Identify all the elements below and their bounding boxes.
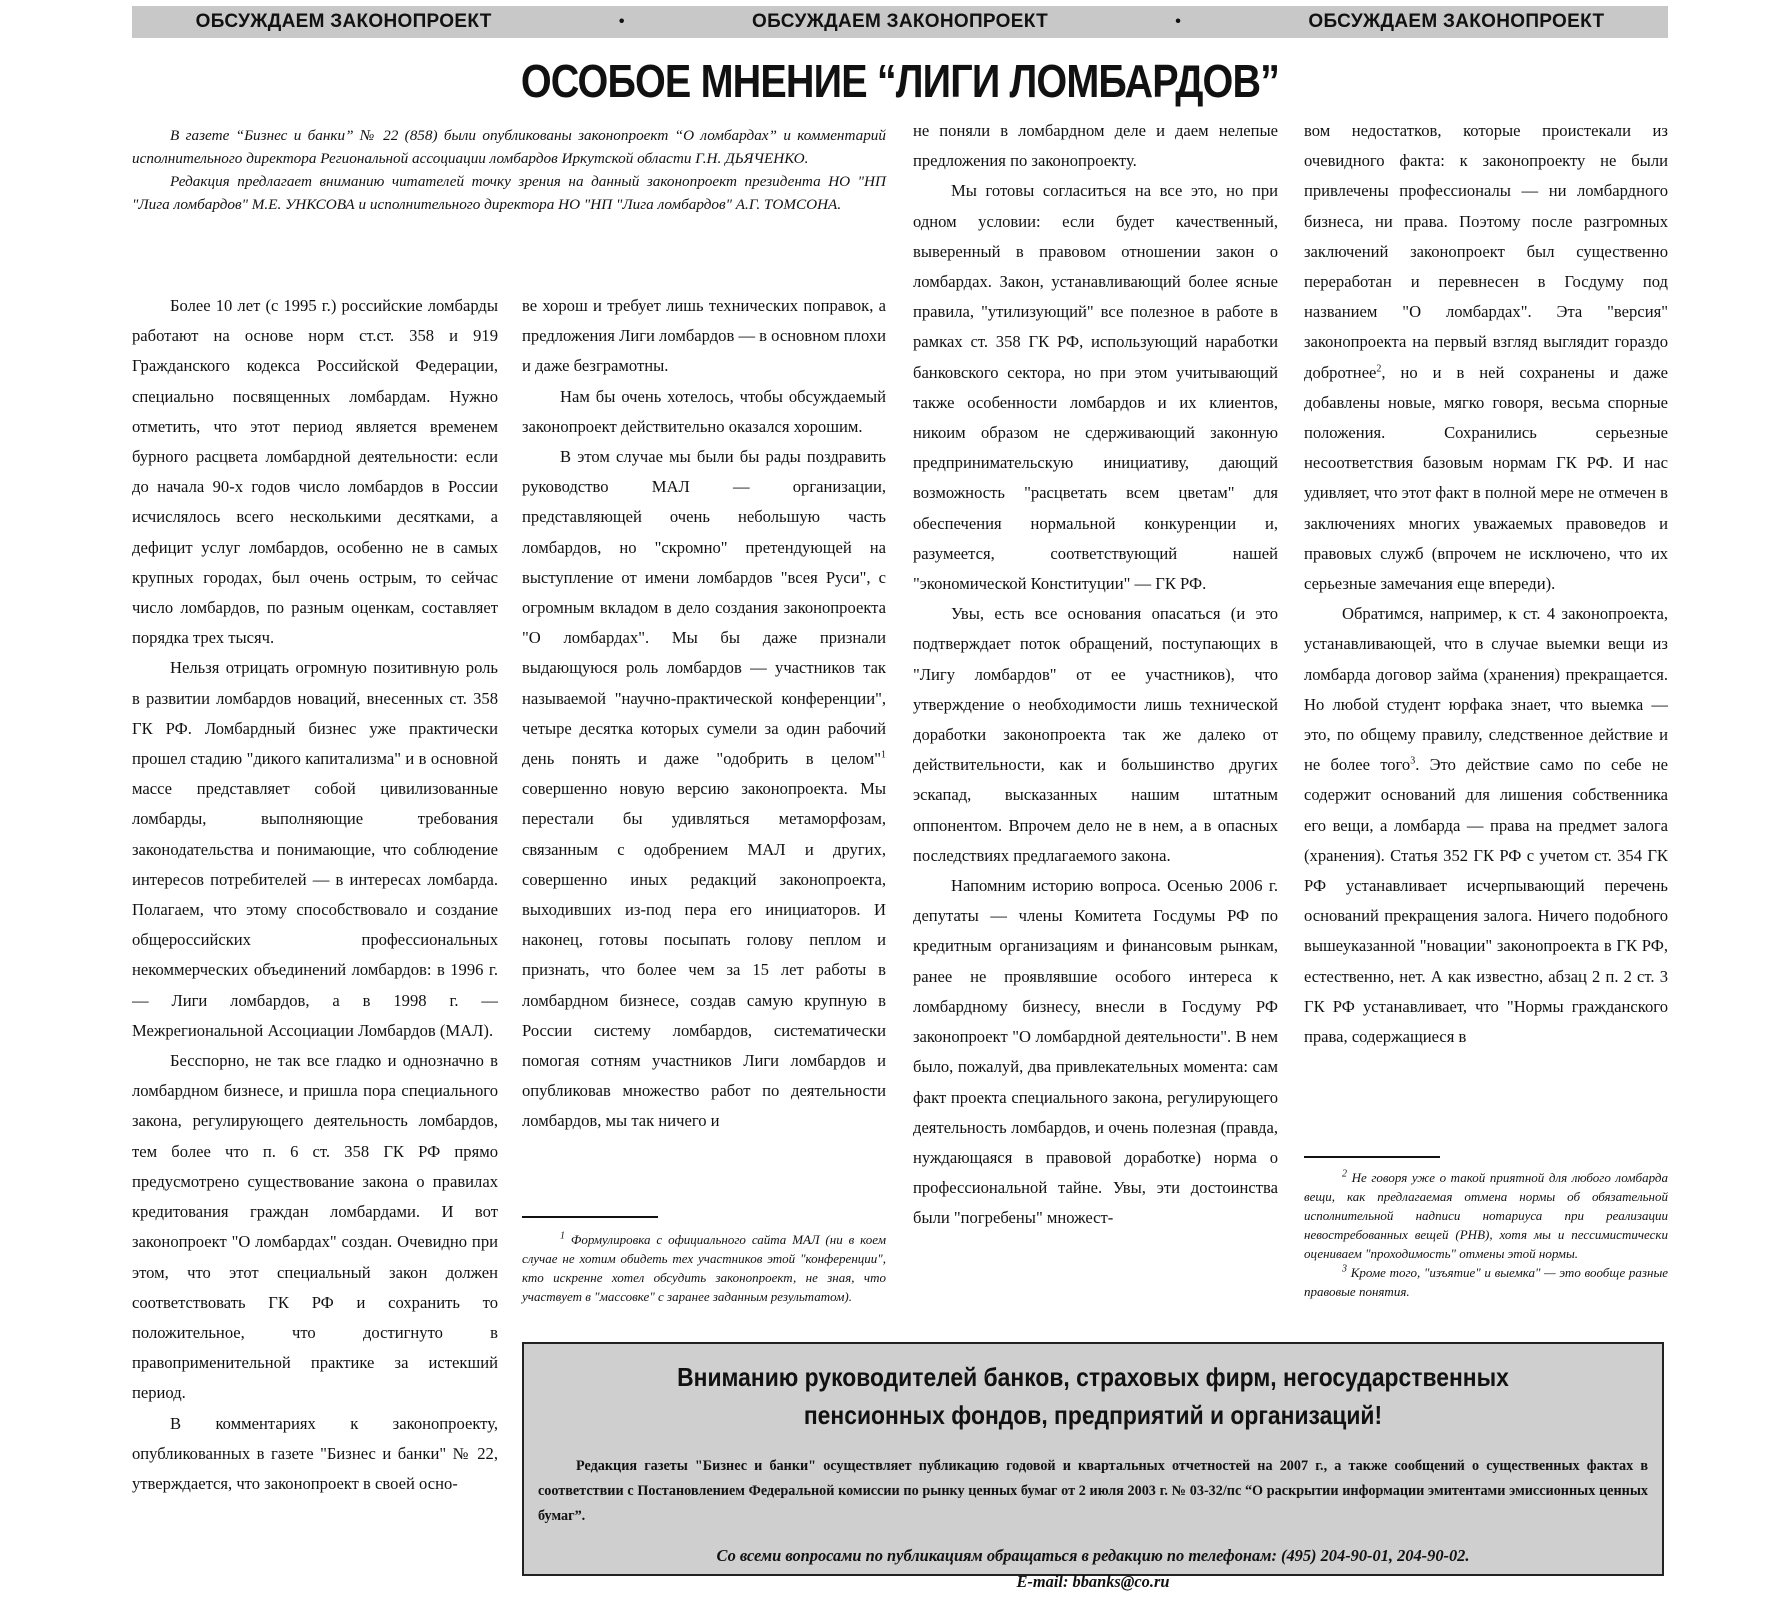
section-header-bar — [132, 6, 1668, 38]
footnote-number: 2 — [1342, 1168, 1347, 1180]
body-paragraph — [522, 442, 886, 1137]
footnote-text: Кроме того, "изъятие" и выемка" — это вообще разные правовые понятия. — [1304, 1265, 1669, 1299]
text-column-2 — [522, 291, 886, 1137]
footnote-2-3 — [1304, 1168, 1668, 1301]
body-paragraph: Напомним историю вопроса. Осенью 2006 г. депутаты — члены Комитета Госдумы РФ по кредитным организациям и финансовым рынкам, ранее не проявлявшие особого интереса к ломбардному бизнесу, внесли в Госдуму РФ законопроект "О ломбардной деятельности". В нем было, пожалуй, два привлекательных момента: сам факт проекта специального закона, регулирующего деятельность ломбардов, и очень полезная (правда, нуждающаяся в правовой доработке) норма о профессиональной тайне. Увы, эти достоинства были "погребены" множест- — [913, 876, 1278, 1228]
footnote-text: Формулировка с официального сайта МАЛ (ни в коем случае не хотим обидеть тех участников этой "конференции", кто искренне хотел обсудить законопроект, не зная, что участвует в "массовке" с заранее заданным результатом). — [522, 1232, 886, 1304]
footnote-number: 3 — [1342, 1263, 1347, 1275]
lead-paragraph: В газете “Бизнес и банки” № 22 (858) были опубликованы законопроект “О ломбардах” и комментарий исполнительного директора Региональной ассоциации ломбардов Иркутской области Г.Н. ДЬЯЧЕНКО. — [132, 127, 886, 167]
body-paragraph: Бесспорно, не так все гладко и однозначно в ломбардном бизнесе, и пришла пора специального закона, регулирующего деятельность ломбардов, тем более что п. 6 ст. 358 ГК РФ прямо предусмотрено существование закона о правилах кредитования граждан ломбардами. И вот законопроект "О ломбардах" создан. Очевидно при этом, что этот специальный закон должен соответствовать ГК РФ и сохранить то положительное, что достигнуто в правоприменительной практике за истекший период. — [132, 1051, 498, 1403]
text-column-4 — [1304, 116, 1668, 1052]
bullet-separator: • — [1175, 13, 1182, 30]
text-run: совершенно новую версию законопроекта. Мы перестали бы удивляться метаморфозам, связанным с одобрением МАЛ и других, совершенно иных редакций законопроекта, выходивших из-под пера его инициаторов. И наконец, готовы посыпать голову пеплом и признать, что более чем за 15 лет работы в ломбардном бизнесе, создав самую крупную в России систему ломбардов, систематически помогая сотням участников Лиги ломбардов и опубликовав множество работ по деятельности ломбардов, мы так ничего и — [522, 779, 886, 1131]
body-paragraph: ве хорош и требует лишь технических поправок, а предложения Лиги ломбардов — в основном плохи и даже безграмотны. — [522, 296, 886, 376]
text-column-1 — [132, 291, 498, 1499]
footnote-number: 1 — [560, 1230, 565, 1242]
footnote-ref: 2 — [1376, 363, 1382, 375]
text-run: В этом случае мы были бы рады поздравить руководство МАЛ — организации, представляющей очень небольшую часть ломбардов, но "скромно" претендующей на выступление от имени ломбардов "всея Руси", с огромным вкладом в дело создания законопроекта "О ломбардах". Мы бы даже признали выдающуюся роль ломбардов — участников так называемой "научно-практической конференции", четыре десятка которых сумели за один рабочий день понять и даже "одобрить в целом" — [522, 447, 886, 769]
body-paragraph: Нам бы очень хотелось, чтобы обсуждаемый законопроект действительно оказался хорошим. — [522, 386, 886, 436]
footnote-rule — [522, 1216, 658, 1218]
body-paragraph: Нельзя отрицать огромную позитивную роль в развитии ломбардов новаций, внесенных ст. 358 ГК РФ. Ломбардный бизнес уже практически прошел стадию "дикого капитализма" и в основной массе представляет собой цивилизованные ломбарды, выполняющие требования законодательства и понимающие, что соблюдение интересов потребителей — в интересах ломбарда. Полагаем, что этому способствовало и создание общероссийских профессиональных некоммерческих объединений ломбардов: в 1996 г. — Лиги ломбардов, а в 1998 г. — Межрегиональной Ассоциации Ломбардов (МАЛ). — [132, 658, 498, 1040]
section-label: ОБСУЖДАЕМ ЗАКОНОПРОЕКТ — [751, 11, 1048, 32]
body-paragraph: не поняли в ломбардном деле и даем нелепые предложения по законопроекту. — [913, 121, 1278, 171]
advertisement-notice-box — [522, 1342, 1664, 1591]
notice-contact — [538, 1543, 1648, 1595]
section-label: ОБСУЖДАЕМ ЗАКОНОПРОЕКТ — [195, 11, 492, 32]
body-paragraph: Мы готовы согласиться на все это, но при одном условии: если будет качественный, выверенный в правовом отношении закон о ломбардах. Закон, устанавливающий более ясные правила, "утилизующий" все полезное в работе в рамках ст. 358 ГК РФ, использующий наработки банковского сектора, но при этом учитывающий также особенности ломбардов и их клиентов, никоим образом не сдерживающий законную предпринимательскую инициативу, дающий возможность "расцветать всем цветам" для обеспечения нормальной конкуренции и, разумеется, соответствующий нашей "экономической Конституции" — ГК РФ. — [913, 181, 1278, 594]
footnote-1 — [522, 1230, 886, 1306]
text-run: Обратимся, например, к ст. 4 законопроекта, устанавливающей, что в случае выемки вещи из ломбарда договор займа (хранения) прекращается. Но любой студент юрфака знает, что выемка — это, по общему правилу, следственное действие и не более того — [1304, 604, 1668, 775]
lead-paragraph: Редакция предлагает вниманию читателей точку зрения на данный законопроект президента НО "НП "Лига ломбардов" М.Е. УНКСОВА и исполнительного директора НО "НП "Лига ломбардов" А.Г. ТОМСОНА. — [132, 173, 886, 213]
section-label: ОБСУЖДАЕМ ЗАКОНОПРОЕКТ — [1308, 11, 1605, 32]
text-run: вом недостатков, которые проистекали из очевидного факта: к законопроекту не были привлечены профессионалы — ни ломбардного бизнеса, ни права. Поэтому после разгромных заключений законопроект был существенно переработан и перевнесен в Госдуму под названием "О ломбардах". Эта "версия" законопроекта на первый взгляд выглядит гораздо добротнее — [1304, 121, 1668, 382]
contact-email[interactable]: E-mail: bbanks@co.ru — [1016, 1572, 1170, 1591]
article-lead — [132, 124, 886, 216]
body-paragraph — [1304, 599, 1668, 1052]
bullet-separator: • — [618, 13, 625, 30]
notice-title: Вниманию руководителей банков, страховых фирм, негосударственных пенсионных фондов, предприятий и организаций! — [677, 1362, 1509, 1430]
footnote-ref: 1 — [881, 749, 886, 761]
text-run: , но и в ней сохранены и даже добавлены новые, мягко говоря, весьма спорные положения. Сохранились серьезные несоответствия базовым нормам ГК РФ. И нас удивляет, что этот факт в полной мере не отмечен в заключениях многих уважаемых правоведов и правовых служб (впрочем не исключено, что их серьезные замечания еще впереди). — [1304, 362, 1668, 594]
body-paragraph — [1304, 116, 1668, 599]
article-title: ОСОБОЕ МНЕНИЕ “ЛИГИ ЛОМБАРДОВ” — [520, 55, 1280, 107]
body-paragraph: В комментариях к законопроекту, опубликованных в газете "Бизнес и банки" № 22, утверждается, что законопроект в своей осно- — [132, 1413, 498, 1493]
footnote-ref: 3 — [1410, 755, 1416, 767]
text-run: . Это действие само по себе не содержит оснований для лишения собственника его вещи, а ломбарда — права на предмет залога (хранения). Статья 352 ГК РФ с учетом ст. 354 ГК РФ устанавливает исчерпывающий перечень оснований прекращения залога. Ничего подобного вышеуказанной "новации" законопроекта в ГК РФ, естественно, нет. А как известно, абзац 2 п. 2 ст. 3 ГК РФ устанавливает, что "Нормы гражданского права, содержащиеся в — [1304, 755, 1669, 1047]
contact-phones: Со всеми вопросами по публикациям обращаться в редакцию по телефонам: (495) 204-90-01, 204-90-02. — [716, 1546, 1470, 1565]
text-column-3 — [913, 116, 1278, 1234]
footnote-text: Не говоря уже о такой приятной для любого ломбарда вещи, как предлагаемая отмена нормы об обязательной исполнительной надписи нотариуса при реализации невостребованных вещей (РНВ), хотя мы и пессимистически оцениваем "проходимость" отмены этой нормы. — [1304, 1170, 1669, 1261]
footnote-rule — [1304, 1156, 1440, 1158]
notice-body: Редакция газеты "Бизнес и банки" осуществляет публикацию годовой и квартальных отчетностей на 2007 г., а также сообщений о существенных фактах в соответствии с Постановлением Федеральной комиссии по рынку ценных бумаг от 2 июля 2003 г. № 03-32/пс “О раскрытии информации эмитентами эмиссионных ценных бумаг”. — [538, 1458, 1648, 1524]
body-paragraph: Более 10 лет (с 1995 г.) российские ломбарды работают на основе норм ст.ст. 358 и 919 Гражданского кодекса Российской Федерации, специально посвященных ломбардам. Нужно отметить, что этот период является временем бурного расцвета ломбардной деятельности: если до начала 90-х годов число ломбардов в России исчислялось всего несколькими десятками, а дефицит услуг ломбардов, особенно не в самых крупных городах, был очень острым, то сейчас число ломбардов, по разным оценкам, составляет порядка трех тысяч. — [132, 296, 498, 648]
body-paragraph: Увы, есть все основания опасаться (и это подтверждает поток обращений, поступающих в "Лигу ломбардов" от ее участников), что утверждение о необходимости лишь технической доработки законопроекта так же далеко от действительности, как и большинство других эскапад, высказанных нашим штатным оппонентом. Впрочем дело не в нем, а в опасных последствиях предлагаемого закона. — [913, 604, 1278, 865]
